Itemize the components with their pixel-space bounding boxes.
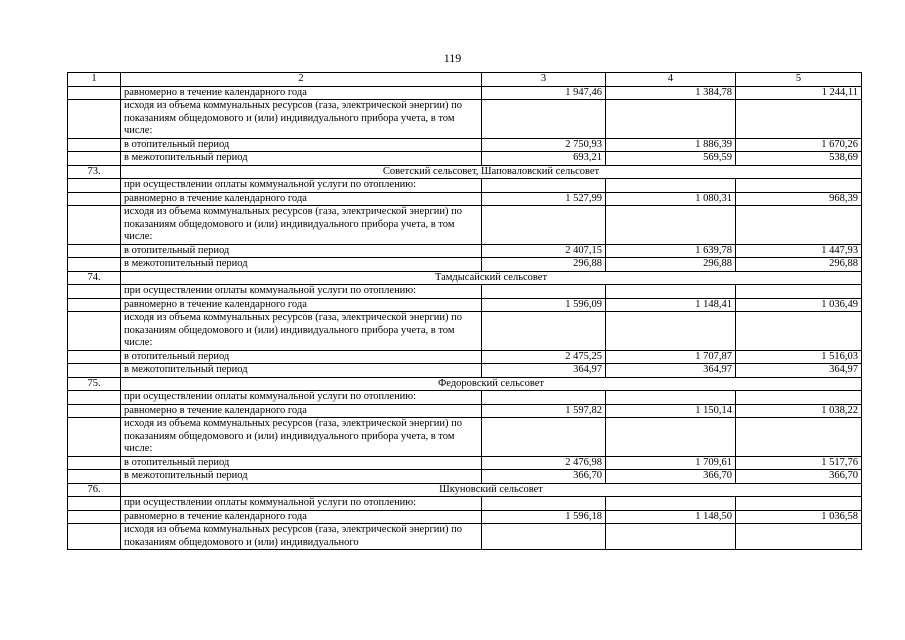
value-col4: 1 709,61 <box>606 456 736 470</box>
value-col4: 1 384,78 <box>606 86 736 100</box>
value-col4: 1 707,87 <box>606 350 736 364</box>
index-cell <box>68 456 121 470</box>
section-row <box>68 271 862 285</box>
index-cell <box>68 298 121 312</box>
table-row <box>68 404 862 418</box>
row-label: при осуществлении оплаты коммунальной услуги по отоплению: <box>121 497 482 511</box>
value-col5: 296,88 <box>736 258 862 272</box>
table-row <box>68 524 862 550</box>
value-col4 <box>606 391 736 405</box>
header-cell: 1 <box>68 73 121 87</box>
index-cell <box>68 258 121 272</box>
value-col3 <box>482 524 606 550</box>
row-label: в отопительный период <box>121 138 482 152</box>
tariff-table <box>67 72 862 550</box>
table-row <box>68 510 862 524</box>
section-number: 76. <box>68 483 121 497</box>
index-cell <box>68 179 121 193</box>
value-col4 <box>606 100 736 139</box>
value-col5: 968,39 <box>736 192 862 206</box>
value-col3 <box>482 418 606 457</box>
value-col3: 1 947,46 <box>482 86 606 100</box>
value-col5: 1 517,76 <box>736 456 862 470</box>
section-title: Федоровский сельсовет <box>121 377 862 391</box>
row-label: равномерно в течение календарного года <box>121 192 482 206</box>
value-col3: 2 475,25 <box>482 350 606 364</box>
section-row <box>68 377 862 391</box>
value-col5: 1 670,26 <box>736 138 862 152</box>
section-number: 74. <box>68 271 121 285</box>
row-label: исходя из объема коммунальных ресурсов (газа, электрической энергии) по показаниям общедомового и (или) индивидуального прибора учета, в том числе: <box>121 100 482 139</box>
row-label: исходя из объема коммунальных ресурсов (газа, электрической энергии) по показаниям общедомового и (или) индивидуального <box>121 524 482 550</box>
value-col4 <box>606 524 736 550</box>
value-col4: 1 150,14 <box>606 404 736 418</box>
value-col4 <box>606 285 736 299</box>
value-col5: 1 516,03 <box>736 350 862 364</box>
value-col4: 1 080,31 <box>606 192 736 206</box>
value-col5 <box>736 391 862 405</box>
value-col3: 296,88 <box>482 258 606 272</box>
index-cell <box>68 391 121 405</box>
table-row <box>68 298 862 312</box>
table-row <box>68 258 862 272</box>
page-number: 119 <box>443 51 462 65</box>
table-row <box>68 391 862 405</box>
value-col5 <box>736 206 862 245</box>
value-col4 <box>606 179 736 193</box>
section-number: 73. <box>68 165 121 179</box>
table-row <box>68 418 862 457</box>
index-cell <box>68 350 121 364</box>
table-row <box>68 152 862 166</box>
value-col3: 2 750,93 <box>482 138 606 152</box>
row-label: исходя из объема коммунальных ресурсов (газа, электрической энергии) по показаниям общедомового и (или) индивидуального прибора учета, в том числе: <box>121 206 482 245</box>
value-col4: 1 148,50 <box>606 510 736 524</box>
header-cell: 4 <box>606 73 736 87</box>
index-cell <box>68 364 121 378</box>
value-col3: 364,97 <box>482 364 606 378</box>
section-number: 75. <box>68 377 121 391</box>
section-title: Тамдысайский сельсовет <box>121 271 862 285</box>
table-row <box>68 179 862 193</box>
tariff-table-body <box>68 73 862 550</box>
index-cell <box>68 206 121 245</box>
index-cell <box>68 312 121 351</box>
section-title: Советский сельсовет, Шаповаловский сельсовет <box>121 165 862 179</box>
value-col5: 1 244,11 <box>736 86 862 100</box>
row-label: при осуществлении оплаты коммунальной услуги по отоплению: <box>121 179 482 193</box>
value-col5: 538,69 <box>736 152 862 166</box>
row-label: в отопительный период <box>121 244 482 258</box>
value-col5: 1 036,49 <box>736 298 862 312</box>
row-label: равномерно в течение календарного года <box>121 298 482 312</box>
table-row <box>68 497 862 511</box>
row-label: при осуществлении оплаты коммунальной услуги по отоплению: <box>121 391 482 405</box>
index-cell <box>68 404 121 418</box>
row-label: равномерно в течение календарного года <box>121 510 482 524</box>
table-row <box>68 100 862 139</box>
row-label: равномерно в течение календарного года <box>121 86 482 100</box>
value-col3 <box>482 312 606 351</box>
row-label: при осуществлении оплаты коммунальной услуги по отоплению: <box>121 285 482 299</box>
value-col3: 2 476,98 <box>482 456 606 470</box>
index-cell <box>68 192 121 206</box>
value-col3 <box>482 206 606 245</box>
value-col5 <box>736 418 862 457</box>
header-row <box>68 73 862 87</box>
value-col3: 1 596,18 <box>482 510 606 524</box>
value-col3: 1 597,82 <box>482 404 606 418</box>
value-col4: 1 148,41 <box>606 298 736 312</box>
value-col4 <box>606 497 736 511</box>
value-col3 <box>482 497 606 511</box>
value-col4: 296,88 <box>606 258 736 272</box>
header-cell: 3 <box>482 73 606 87</box>
row-label: в межотопительный период <box>121 258 482 272</box>
value-col4 <box>606 312 736 351</box>
value-col3: 1 527,99 <box>482 192 606 206</box>
value-col3: 693,21 <box>482 152 606 166</box>
index-cell <box>68 470 121 484</box>
value-col5: 1 036,58 <box>736 510 862 524</box>
table-row <box>68 285 862 299</box>
table-row <box>68 244 862 258</box>
row-label: исходя из объема коммунальных ресурсов (газа, электрической энергии) по показаниям общедомового и (или) индивидуального прибора учета, в том числе: <box>121 418 482 457</box>
value-col3: 2 407,15 <box>482 244 606 258</box>
row-label: исходя из объема коммунальных ресурсов (газа, электрической энергии) по показаниям общедомового и (или) индивидуального прибора учета, в том числе: <box>121 312 482 351</box>
row-label: в отопительный период <box>121 350 482 364</box>
value-col4 <box>606 418 736 457</box>
value-col4: 366,70 <box>606 470 736 484</box>
table-row <box>68 138 862 152</box>
table-row <box>68 206 862 245</box>
index-cell <box>68 244 121 258</box>
value-col5: 366,70 <box>736 470 862 484</box>
value-col3: 366,70 <box>482 470 606 484</box>
row-label: равномерно в течение календарного года <box>121 404 482 418</box>
index-cell <box>68 152 121 166</box>
value-col3: 1 596,09 <box>482 298 606 312</box>
section-row <box>68 483 862 497</box>
value-col4: 569,59 <box>606 152 736 166</box>
index-cell <box>68 418 121 457</box>
value-col5: 1 447,93 <box>736 244 862 258</box>
value-col5 <box>736 100 862 139</box>
row-label: в отопительный период <box>121 456 482 470</box>
header-cell: 5 <box>736 73 862 87</box>
row-label: в межотопительный период <box>121 152 482 166</box>
table-row <box>68 364 862 378</box>
table-row <box>68 470 862 484</box>
index-cell <box>68 524 121 550</box>
value-col5 <box>736 497 862 511</box>
index-cell <box>68 86 121 100</box>
index-cell <box>68 285 121 299</box>
value-col4 <box>606 206 736 245</box>
index-cell <box>68 138 121 152</box>
index-cell <box>68 497 121 511</box>
table-row <box>68 350 862 364</box>
value-col3 <box>482 391 606 405</box>
value-col5 <box>736 285 862 299</box>
index-cell <box>68 510 121 524</box>
value-col5: 364,97 <box>736 364 862 378</box>
value-col5 <box>736 179 862 193</box>
value-col3 <box>482 100 606 139</box>
row-label: в межотопительный период <box>121 470 482 484</box>
header-cell: 2 <box>121 73 482 87</box>
value-col5: 1 038,22 <box>736 404 862 418</box>
table-row <box>68 86 862 100</box>
value-col3 <box>482 179 606 193</box>
index-cell <box>68 100 121 139</box>
section-title: Шкуновский сельсовет <box>121 483 862 497</box>
table-row <box>68 192 862 206</box>
row-label: в межотопительный период <box>121 364 482 378</box>
value-col4: 1 886,39 <box>606 138 736 152</box>
table-row <box>68 456 862 470</box>
section-row <box>68 165 862 179</box>
value-col3 <box>482 285 606 299</box>
value-col5 <box>736 312 862 351</box>
value-col4: 364,97 <box>606 364 736 378</box>
value-col5 <box>736 524 862 550</box>
value-col4: 1 639,78 <box>606 244 736 258</box>
table-row <box>68 312 862 351</box>
